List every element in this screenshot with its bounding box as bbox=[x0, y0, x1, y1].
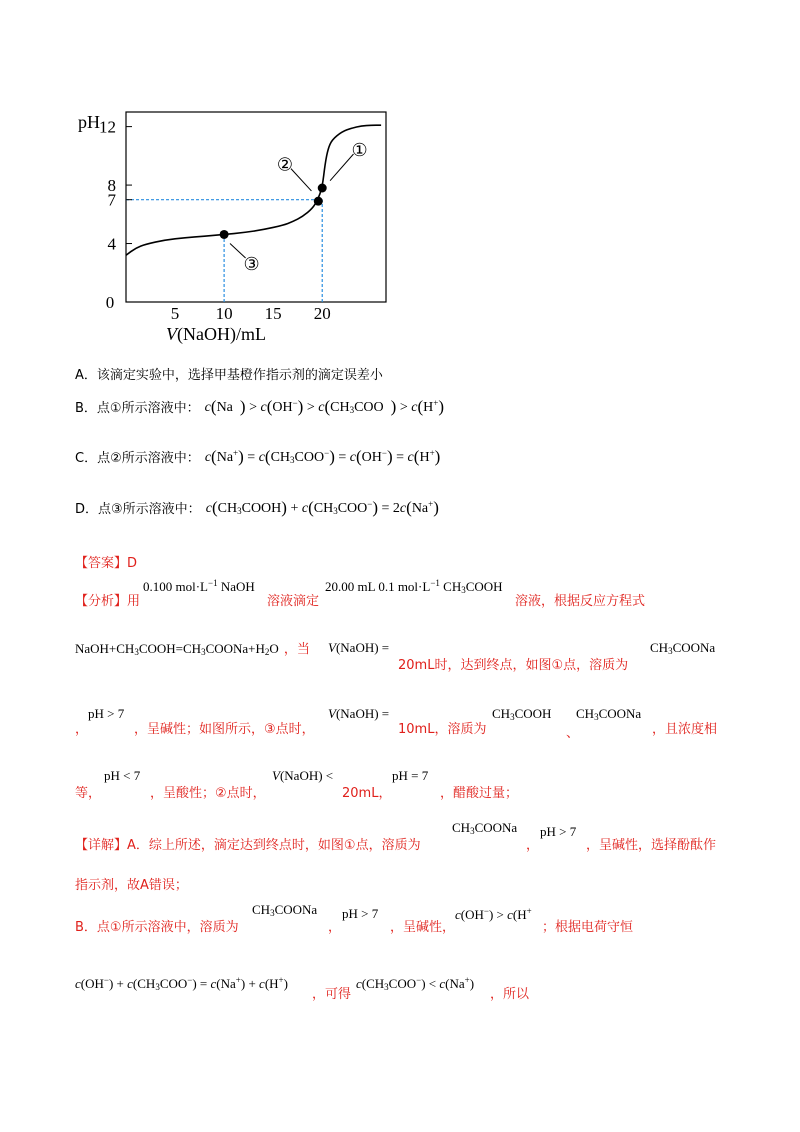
detail-text: ， bbox=[526, 838, 540, 853]
y-tick-label: 12 bbox=[99, 117, 116, 137]
option-b bbox=[75, 396, 444, 417]
answer-tag: 【答案】 bbox=[75, 556, 128, 571]
analysis-text: ，醋酸过量； bbox=[440, 786, 519, 801]
data-point bbox=[318, 184, 327, 193]
reaction-equation: $NaOH+CH_3COOH=CH_3COONa+H_2O$ bbox=[75, 641, 279, 657]
option-c-formula: $c(Na^+) = c(CH_3COO^-) = c(OH^-) = c(H^+)$ bbox=[204, 446, 441, 466]
option-b-text: B．点①所示溶液中： bbox=[75, 401, 200, 416]
titration-curve-chart bbox=[60, 100, 400, 350]
analysis-text: 等， bbox=[75, 786, 102, 801]
option-a-text: A．该滴定实验中，选择甲基橙作指示剂的滴定误差小 bbox=[75, 368, 383, 383]
option-a bbox=[75, 364, 383, 383]
v-naoh-formula: V(NaOH) = bbox=[328, 706, 390, 721]
analysis-text: 用 bbox=[127, 594, 141, 609]
analysis-text: 溶液滴定 bbox=[267, 594, 320, 609]
ch3coona-formula: $CH_3COONa$ bbox=[252, 902, 318, 918]
data-point bbox=[220, 230, 229, 239]
ch3coona-formula: $CH_3COONa$ bbox=[650, 640, 716, 656]
option-d-text: D．点③所示溶液中： bbox=[75, 502, 201, 517]
ch3coona-formula: $CH_3COONa$ bbox=[452, 820, 518, 836]
x-tick-label: 20 bbox=[313, 304, 331, 323]
analysis-text: ， bbox=[75, 722, 89, 737]
ph-lt-7: pH < 7 bbox=[104, 768, 141, 783]
detail-text: ，可得 bbox=[312, 987, 352, 1002]
detail-tag: 【详解】 bbox=[75, 838, 128, 853]
ph-gt-7: pH > 7 bbox=[342, 906, 379, 921]
v-naoh-formula: V(NaOH) = bbox=[328, 640, 390, 655]
analysis-tag: 【分析】 bbox=[75, 594, 128, 609]
point-label: ③ bbox=[243, 254, 260, 274]
point-label: ② bbox=[276, 154, 294, 175]
detail-text: ，所以 bbox=[490, 987, 530, 1002]
detail-line-3: B．点①所示溶液中，溶质为 bbox=[75, 920, 239, 935]
point-label: ① bbox=[351, 140, 368, 160]
detail-text: ，呈碱性， bbox=[390, 920, 456, 935]
ph-gt-7: pH > 7 bbox=[540, 824, 577, 839]
acetate-lt-na-formula: $c(CH_3COO^-) < c(Na^+)$ bbox=[356, 975, 475, 992]
detail-text: ，呈碱性，选择酚酞作 bbox=[586, 838, 717, 853]
option-c-text: C．点②所示溶液中： bbox=[75, 451, 200, 466]
analysis-text: 20mL， bbox=[342, 786, 392, 801]
ph-gt-7: pH > 7 bbox=[88, 706, 125, 721]
detail-text: A．综上所述，滴定达到终点时，如图①点，溶质为 bbox=[127, 838, 421, 853]
point-leader-line bbox=[291, 169, 311, 191]
y-tick-label: 7 bbox=[107, 190, 116, 210]
data-point bbox=[314, 197, 323, 206]
detail-text: ， bbox=[328, 920, 342, 935]
answer-line bbox=[75, 552, 137, 571]
analysis-text: ，呈酸性；②点时， bbox=[150, 786, 266, 801]
analysis-text: 、 bbox=[566, 726, 580, 741]
point-leader-line bbox=[330, 154, 353, 181]
ph-eq-7: pH = 7 bbox=[392, 768, 429, 783]
analysis-text: 溶液，根据反应方程式 bbox=[515, 594, 646, 609]
option-c bbox=[75, 446, 440, 467]
x-tick-label: 5 bbox=[170, 304, 180, 323]
oh-gt-h-formula: c(OH−) > c(H+ bbox=[455, 906, 532, 922]
option-d bbox=[75, 497, 439, 518]
analysis-text: ，呈碱性；如图所示，③点时， bbox=[134, 722, 315, 737]
analysis-text: 20mL时，达到终点，如图①点，溶质为 bbox=[398, 658, 629, 673]
x-axis-label: V(NaOH)/mL bbox=[166, 324, 266, 344]
acetic-acid-amount: 20.00 mL 0.1 $mol\cdot L^{-1}$ $CH_3COOH$ bbox=[325, 578, 503, 595]
charge-balance-formula: $c(OH^-) + c(CH_3COO^-) = c(Na^+) + c(H^+)$ bbox=[75, 975, 288, 992]
x-tick-label: 10 bbox=[215, 304, 233, 323]
x-origin-label: 0 bbox=[105, 293, 115, 312]
ch3coona-formula: $CH_3COONa$ bbox=[576, 706, 642, 722]
analysis-text: 10mL，溶质为 bbox=[398, 722, 487, 737]
y-axis-label: pH bbox=[78, 112, 100, 132]
answer-value: D bbox=[127, 556, 138, 571]
x-tick-label: 15 bbox=[264, 304, 282, 323]
y-tick-label: 8 bbox=[107, 176, 116, 196]
analysis-line-2 bbox=[75, 638, 310, 657]
analysis-text: ，当 bbox=[283, 642, 310, 657]
y-tick-label: 4 bbox=[107, 234, 116, 254]
detail-line-1 bbox=[75, 834, 421, 853]
naoh-concentration: 0.100 $mol\cdot L^{-1}$ NaOH bbox=[143, 578, 255, 594]
option-b-formula: c(Na ) > $c(OH^-) > c(CH_3COO$ ) > c(H+) bbox=[204, 396, 444, 416]
detail-line-2: 指示剂，故A错误； bbox=[75, 878, 188, 893]
titration-curve bbox=[126, 125, 381, 255]
ch3cooh-formula: $CH_3COOH$ bbox=[492, 706, 552, 722]
analysis-text: ，且浓度相 bbox=[652, 722, 718, 737]
v-naoh-formula: V(NaOH) < bbox=[272, 768, 334, 783]
detail-text: ；根据电荷守恒 bbox=[542, 920, 634, 935]
option-d-formula: $c(CH_3COOH) + c(CH_3COO^-) = 2c(Na^+)$ bbox=[205, 497, 439, 517]
